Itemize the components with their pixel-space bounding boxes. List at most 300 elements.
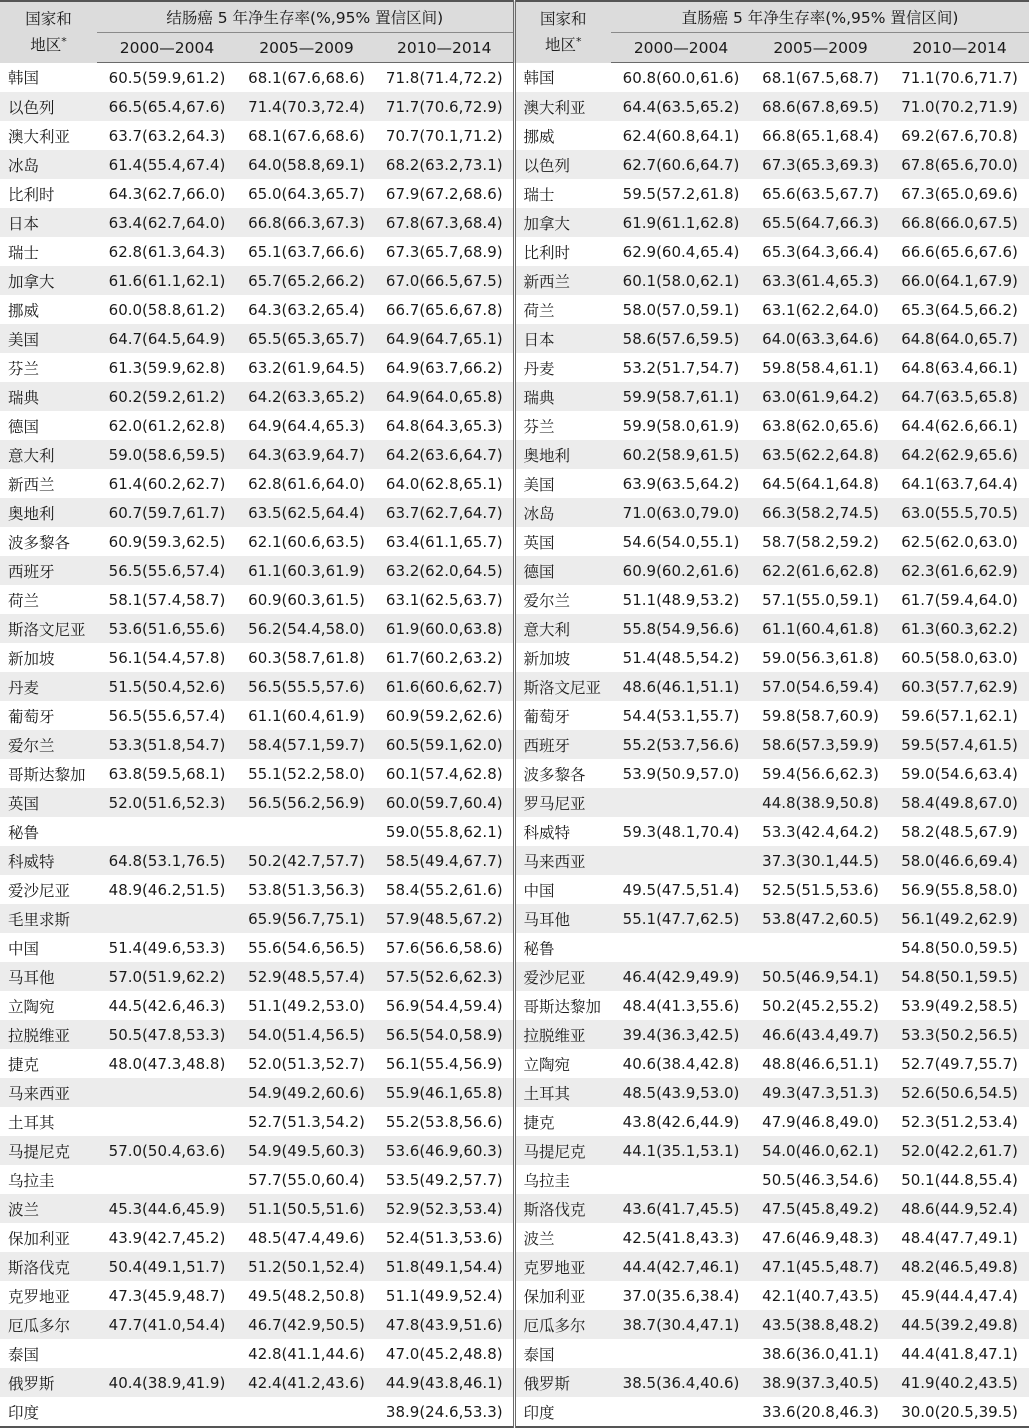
table-row <box>0 353 1029 382</box>
rectal-survival-value: 59.6(57.1,62.1) <box>890 701 1029 730</box>
rectal-region-name: 英国 <box>514 527 611 556</box>
region-header-line1: 国家和 <box>540 10 587 29</box>
table-row <box>0 1368 1029 1397</box>
colon-survival-value: 61.7(60.2,63.2) <box>376 643 514 672</box>
rectal-survival-value: 49.5(47.5,51.4) <box>611 875 751 904</box>
colon-survival-value: 61.1(60.3,61.9) <box>237 556 376 585</box>
rectal-survival-value: 47.1(45.5,48.7) <box>751 1252 890 1281</box>
colon-survival-value: 64.0(58.8,69.1) <box>237 150 376 179</box>
colon-survival-value <box>97 904 237 933</box>
table-row <box>0 730 1029 759</box>
colon-survival-value: 54.0(51.4,56.5) <box>237 1020 376 1049</box>
rectal-survival-value: 55.8(54.9,56.6) <box>611 614 751 643</box>
colon-survival-value: 65.5(65.3,65.7) <box>237 324 376 353</box>
rectal-survival-value: 41.9(40.2,43.5) <box>890 1368 1029 1397</box>
colon-survival-value: 71.8(71.4,72.2) <box>376 63 514 93</box>
colon-survival-value: 55.6(54.6,56.5) <box>237 933 376 962</box>
colon-survival-value: 63.7(62.7,64.7) <box>376 498 514 527</box>
colon-region-name: 德国 <box>0 411 97 440</box>
rectal-survival-value: 55.1(47.7,62.5) <box>611 904 751 933</box>
colon-region-name: 美国 <box>0 324 97 353</box>
colon-region-name: 西班牙 <box>0 556 97 585</box>
colon-survival-value: 56.5(55.6,57.4) <box>97 556 237 585</box>
rectal-survival-value: 38.7(30.4,47.1) <box>611 1310 751 1339</box>
rectal-period-header: 2005—2009 <box>751 33 890 63</box>
rectal-survival-value: 62.2(61.6,62.8) <box>751 556 890 585</box>
rectal-survival-value: 51.1(48.9,53.2) <box>611 585 751 614</box>
table-row <box>0 295 1029 324</box>
colon-survival-value: 65.9(56.7,75.1) <box>237 904 376 933</box>
rectal-region-name: 哥斯达黎加 <box>514 991 611 1020</box>
rectal-region-name: 日本 <box>514 324 611 353</box>
colon-survival-value: 71.4(70.3,72.4) <box>237 92 376 121</box>
rectal-survival-value <box>611 788 751 817</box>
rectal-survival-value: 67.3(65.3,69.3) <box>751 150 890 179</box>
rectal-survival-value: 65.6(63.5,67.7) <box>751 179 890 208</box>
colon-survival-value: 47.7(41.0,54.4) <box>97 1310 237 1339</box>
region-header-line1: 国家和 <box>25 10 72 29</box>
table-row <box>0 266 1029 295</box>
rectal-region-header <box>514 1 611 63</box>
rectal-survival-value: 65.3(64.5,66.2) <box>890 295 1029 324</box>
rectal-survival-value: 48.6(46.1,51.1) <box>611 672 751 701</box>
rectal-survival-value: 43.5(38.8,48.2) <box>751 1310 890 1339</box>
table-row <box>0 1223 1029 1252</box>
colon-region-name: 克罗地亚 <box>0 1281 97 1310</box>
rectal-survival-value: 57.0(54.6,59.4) <box>751 672 890 701</box>
colon-region-name: 瑞典 <box>0 382 97 411</box>
table-row <box>0 440 1029 469</box>
rectal-region-name: 拉脱维亚 <box>514 1020 611 1049</box>
table-row <box>0 1107 1029 1136</box>
rectal-region-name: 德国 <box>514 556 611 585</box>
colon-survival-value <box>97 1397 237 1427</box>
table-row <box>0 701 1029 730</box>
colon-survival-value: 60.9(59.2,62.6) <box>376 701 514 730</box>
colon-survival-value: 56.1(54.4,57.8) <box>97 643 237 672</box>
colon-survival-value: 40.4(38.9,41.9) <box>97 1368 237 1397</box>
colon-survival-value: 71.7(70.6,72.9) <box>376 92 514 121</box>
colon-survival-value: 56.9(54.4,59.4) <box>376 991 514 1020</box>
colon-survival-value: 63.1(62.5,63.7) <box>376 585 514 614</box>
colon-survival-value: 68.1(67.6,68.6) <box>237 63 376 93</box>
table-row <box>0 1049 1029 1078</box>
rectal-survival-value: 58.6(57.6,59.5) <box>611 324 751 353</box>
colon-survival-value: 63.2(62.0,64.5) <box>376 556 514 585</box>
colon-survival-value: 42.8(41.1,44.6) <box>237 1339 376 1368</box>
rectal-survival-value: 58.2(48.5,67.9) <box>890 817 1029 846</box>
table-row <box>0 1078 1029 1107</box>
colon-region-name: 英国 <box>0 788 97 817</box>
rectal-survival-value: 48.5(43.9,53.0) <box>611 1078 751 1107</box>
colon-region-name: 加拿大 <box>0 266 97 295</box>
colon-region-name: 哥斯达黎加 <box>0 759 97 788</box>
table-row <box>0 788 1029 817</box>
colon-survival-value <box>237 1397 376 1427</box>
colon-survival-value: 60.9(59.3,62.5) <box>97 527 237 556</box>
colon-region-name: 泰国 <box>0 1339 97 1368</box>
rectal-survival-value: 33.6(20.8,46.3) <box>751 1397 890 1427</box>
rectal-survival-value: 44.1(35.1,53.1) <box>611 1136 751 1165</box>
rectal-survival-value: 59.4(56.6,62.3) <box>751 759 890 788</box>
rectal-survival-value: 62.9(60.4,65.4) <box>611 237 751 266</box>
table-row <box>0 1252 1029 1281</box>
rectal-survival-value: 53.8(47.2,60.5) <box>751 904 890 933</box>
rectal-survival-value <box>611 846 751 875</box>
colon-region-name: 马耳他 <box>0 962 97 991</box>
colon-survival-value: 63.8(59.5,68.1) <box>97 759 237 788</box>
rectal-region-name: 葡萄牙 <box>514 701 611 730</box>
rectal-survival-value: 47.5(45.8,49.2) <box>751 1194 890 1223</box>
colon-survival-value <box>97 1165 237 1194</box>
table-row <box>0 1397 1029 1427</box>
colon-survival-value: 61.6(61.1,62.1) <box>97 266 237 295</box>
rectal-survival-value: 52.5(51.5,53.6) <box>751 875 890 904</box>
colon-survival-value: 57.5(52.6,62.3) <box>376 962 514 991</box>
rectal-survival-value: 37.3(30.1,44.5) <box>751 846 890 875</box>
colon-survival-value: 62.0(61.2,62.8) <box>97 411 237 440</box>
colon-survival-value: 55.2(53.8,56.6) <box>376 1107 514 1136</box>
table-row <box>0 208 1029 237</box>
rectal-region-name: 美国 <box>514 469 611 498</box>
colon-survival-value: 64.9(63.7,66.2) <box>376 353 514 382</box>
colon-survival-value: 46.7(42.9,50.5) <box>237 1310 376 1339</box>
table-row <box>0 672 1029 701</box>
colon-survival-value <box>97 1107 237 1136</box>
colon-region-name: 爱沙尼亚 <box>0 875 97 904</box>
rectal-region-name: 奥地利 <box>514 440 611 469</box>
rectal-survival-value: 50.5(46.9,54.1) <box>751 962 890 991</box>
rectal-region-name: 波兰 <box>514 1223 611 1252</box>
colon-survival-value: 57.7(55.0,60.4) <box>237 1165 376 1194</box>
colon-survival-value: 50.5(47.8,53.3) <box>97 1020 237 1049</box>
colon-survival-value: 51.4(49.6,53.3) <box>97 933 237 962</box>
rectal-survival-value: 62.3(61.6,62.9) <box>890 556 1029 585</box>
colon-region-name: 意大利 <box>0 440 97 469</box>
colon-survival-value: 60.3(58.7,61.8) <box>237 643 376 672</box>
colon-survival-value: 63.7(63.2,64.3) <box>97 121 237 150</box>
colon-survival-value: 59.0(55.8,62.1) <box>376 817 514 846</box>
colon-survival-value: 56.5(56.2,56.9) <box>237 788 376 817</box>
colon-region-name: 芬兰 <box>0 353 97 382</box>
colon-survival-value: 64.3(63.9,64.7) <box>237 440 376 469</box>
rectal-survival-value: 71.0(70.2,71.9) <box>890 92 1029 121</box>
colon-survival-value: 58.1(57.4,58.7) <box>97 585 237 614</box>
colon-region-name: 冰岛 <box>0 150 97 179</box>
colon-survival-value: 64.3(62.7,66.0) <box>97 179 237 208</box>
rectal-survival-value: 38.9(37.3,40.5) <box>751 1368 890 1397</box>
table-row <box>0 585 1029 614</box>
colon-region-name: 葡萄牙 <box>0 701 97 730</box>
rectal-survival-value: 44.4(42.7,46.1) <box>611 1252 751 1281</box>
rectal-survival-value: 60.9(60.2,61.6) <box>611 556 751 585</box>
rectal-survival-value: 48.4(41.3,55.6) <box>611 991 751 1020</box>
rectal-survival-value: 63.1(62.2,64.0) <box>751 295 890 324</box>
colon-region-name: 马来西亚 <box>0 1078 97 1107</box>
rectal-survival-value: 64.5(64.1,64.8) <box>751 469 890 498</box>
colon-survival-value: 61.1(60.4,61.9) <box>237 701 376 730</box>
rectal-survival-value: 61.7(59.4,64.0) <box>890 585 1029 614</box>
colon-survival-value: 53.6(51.6,55.6) <box>97 614 237 643</box>
colon-survival-value: 50.2(42.7,57.7) <box>237 846 376 875</box>
colon-survival-value: 60.2(59.2,61.2) <box>97 382 237 411</box>
rectal-survival-value: 64.4(63.5,65.2) <box>611 92 751 121</box>
rectal-survival-value: 48.4(47.7,49.1) <box>890 1223 1029 1252</box>
table-row <box>0 63 1029 93</box>
rectal-survival-value: 61.1(60.4,61.8) <box>751 614 890 643</box>
rectal-survival-value: 46.6(43.4,49.7) <box>751 1020 890 1049</box>
colon-region-name: 立陶宛 <box>0 991 97 1020</box>
colon-survival-value: 68.1(67.6,68.6) <box>237 121 376 150</box>
table-row <box>0 933 1029 962</box>
rectal-survival-value: 64.0(63.3,64.6) <box>751 324 890 353</box>
colon-survival-value: 49.5(48.2,50.8) <box>237 1281 376 1310</box>
table-row <box>0 1136 1029 1165</box>
rectal-survival-title: 直肠癌 5 年净生存率(%,95% 置信区间) <box>611 1 1029 33</box>
rectal-survival-value: 54.8(50.1,59.5) <box>890 962 1029 991</box>
colon-region-name: 波兰 <box>0 1194 97 1223</box>
rectal-survival-value <box>611 933 751 962</box>
colon-survival-value: 45.3(44.6,45.9) <box>97 1194 237 1223</box>
colon-survival-value: 56.5(54.0,58.9) <box>376 1020 514 1049</box>
table-row <box>0 179 1029 208</box>
rectal-period-header: 2000—2004 <box>611 33 751 63</box>
colon-survival-value: 59.0(58.6,59.5) <box>97 440 237 469</box>
rectal-region-name: 立陶宛 <box>514 1049 611 1078</box>
rectal-survival-value <box>611 1165 751 1194</box>
colon-survival-value: 52.9(52.3,53.4) <box>376 1194 514 1223</box>
colon-survival-value: 64.2(63.6,64.7) <box>376 440 514 469</box>
colon-survival-value: 48.0(47.3,48.8) <box>97 1049 237 1078</box>
colon-survival-value: 48.5(47.4,49.6) <box>237 1223 376 1252</box>
colon-period-header: 2010—2014 <box>376 33 514 63</box>
colon-survival-value: 56.1(55.4,56.9) <box>376 1049 514 1078</box>
rectal-survival-value: 30.0(20.5,39.5) <box>890 1397 1029 1427</box>
colon-region-name: 日本 <box>0 208 97 237</box>
rectal-survival-value: 53.9(49.2,58.5) <box>890 991 1029 1020</box>
rectal-survival-value: 61.9(61.1,62.8) <box>611 208 751 237</box>
colon-survival-value: 54.9(49.2,60.6) <box>237 1078 376 1107</box>
colon-region-name: 马提尼克 <box>0 1136 97 1165</box>
rectal-survival-value: 44.5(39.2,49.8) <box>890 1310 1029 1339</box>
colon-region-name: 新西兰 <box>0 469 97 498</box>
colon-survival-value <box>97 1339 237 1368</box>
rectal-survival-value: 43.6(41.7,45.5) <box>611 1194 751 1223</box>
rectal-survival-value: 40.6(38.4,42.8) <box>611 1049 751 1078</box>
rectal-survival-value: 65.3(64.3,66.4) <box>751 237 890 266</box>
rectal-survival-value: 53.3(50.2,56.5) <box>890 1020 1029 1049</box>
rectal-survival-value: 46.4(42.9,49.9) <box>611 962 751 991</box>
rectal-survival-value: 62.7(60.6,64.7) <box>611 150 751 179</box>
colon-region-name: 俄罗斯 <box>0 1368 97 1397</box>
rectal-region-name: 冰岛 <box>514 498 611 527</box>
colon-region-name: 捷克 <box>0 1049 97 1078</box>
colon-survival-value: 64.7(64.5,64.9) <box>97 324 237 353</box>
rectal-survival-value: 71.1(70.6,71.7) <box>890 63 1029 93</box>
rectal-survival-value: 63.5(62.2,64.8) <box>751 440 890 469</box>
table-row <box>0 237 1029 266</box>
table-row <box>0 875 1029 904</box>
colon-survival-value: 51.8(49.1,54.4) <box>376 1252 514 1281</box>
rectal-survival-value: 64.2(62.9,65.6) <box>890 440 1029 469</box>
rectal-region-name: 瑞典 <box>514 382 611 411</box>
rectal-region-name: 俄罗斯 <box>514 1368 611 1397</box>
rectal-survival-value: 49.3(47.3,51.3) <box>751 1078 890 1107</box>
colon-survival-value: 44.5(42.6,46.3) <box>97 991 237 1020</box>
rectal-survival-value: 66.3(58.2,74.5) <box>751 498 890 527</box>
rectal-survival-value: 59.8(58.4,61.1) <box>751 353 890 382</box>
colon-survival-value: 63.5(62.5,64.4) <box>237 498 376 527</box>
rectal-region-name: 比利时 <box>514 237 611 266</box>
colon-survival-value: 67.9(67.2,68.6) <box>376 179 514 208</box>
colon-region-name: 秘鲁 <box>0 817 97 846</box>
rectal-survival-value: 54.6(54.0,55.1) <box>611 527 751 556</box>
colon-survival-value: 52.0(51.3,52.7) <box>237 1049 376 1078</box>
colon-survival-value: 52.0(51.6,52.3) <box>97 788 237 817</box>
table-row <box>0 1165 1029 1194</box>
rectal-region-name: 土耳其 <box>514 1078 611 1107</box>
colon-survival-value: 64.8(53.1,76.5) <box>97 846 237 875</box>
colon-survival-value: 56.2(54.4,58.0) <box>237 614 376 643</box>
rectal-survival-value: 38.6(36.0,41.1) <box>751 1339 890 1368</box>
colon-survival-value: 66.8(66.3,67.3) <box>237 208 376 237</box>
colon-region-name: 瑞士 <box>0 237 97 266</box>
rectal-survival-value: 50.1(44.8,55.4) <box>890 1165 1029 1194</box>
colon-survival-value: 64.0(62.8,65.1) <box>376 469 514 498</box>
table-row <box>0 411 1029 440</box>
rectal-survival-value: 59.0(54.6,63.4) <box>890 759 1029 788</box>
colon-survival-value: 62.1(60.6,63.5) <box>237 527 376 556</box>
rectal-survival-value: 60.8(60.0,61.6) <box>611 63 751 93</box>
rectal-survival-value: 59.8(58.7,60.9) <box>751 701 890 730</box>
rectal-region-name: 波多黎各 <box>514 759 611 788</box>
table-body <box>0 63 1029 1428</box>
colon-survival-value: 58.4(57.1,59.7) <box>237 730 376 759</box>
rectal-survival-value: 60.2(58.9,61.5) <box>611 440 751 469</box>
colon-region-name: 斯洛文尼亚 <box>0 614 97 643</box>
colon-survival-value: 63.2(61.9,64.5) <box>237 353 376 382</box>
rectal-survival-value: 51.4(48.5,54.2) <box>611 643 751 672</box>
colon-survival-value: 52.4(51.3,53.6) <box>376 1223 514 1252</box>
rectal-survival-value: 47.6(46.9,48.3) <box>751 1223 890 1252</box>
colon-region-name: 澳大利亚 <box>0 121 97 150</box>
rectal-region-name: 西班牙 <box>514 730 611 759</box>
colon-region-name: 爱尔兰 <box>0 730 97 759</box>
region-header-mark: * <box>576 35 582 49</box>
colon-survival-value: 60.0(59.7,60.4) <box>376 788 514 817</box>
colon-survival-value: 52.9(48.5,57.4) <box>237 962 376 991</box>
colon-region-name: 拉脱维亚 <box>0 1020 97 1049</box>
region-header-mark: * <box>61 35 67 49</box>
rectal-survival-value: 67.8(65.6,70.0) <box>890 150 1029 179</box>
rectal-region-name: 加拿大 <box>514 208 611 237</box>
colon-survival-value: 58.5(49.4,67.7) <box>376 846 514 875</box>
rectal-survival-value: 56.9(55.8,58.0) <box>890 875 1029 904</box>
rectal-region-name: 马来西亚 <box>514 846 611 875</box>
rectal-survival-value <box>611 1397 751 1427</box>
rectal-survival-value: 54.0(46.0,62.1) <box>751 1136 890 1165</box>
colon-survival-value: 57.9(48.5,67.2) <box>376 904 514 933</box>
rectal-region-name: 秘鲁 <box>514 933 611 962</box>
table-row <box>0 1020 1029 1049</box>
colon-survival-value: 43.9(42.7,45.2) <box>97 1223 237 1252</box>
rectal-survival-value: 63.8(62.0,65.6) <box>751 411 890 440</box>
rectal-survival-value: 48.8(46.6,51.1) <box>751 1049 890 1078</box>
colon-survival-value: 60.5(59.1,62.0) <box>376 730 514 759</box>
colon-survival-value: 65.0(64.3,65.7) <box>237 179 376 208</box>
colon-region-name: 毛里求斯 <box>0 904 97 933</box>
colon-survival-value: 70.7(70.1,71.2) <box>376 121 514 150</box>
rectal-survival-value: 52.6(50.6,54.5) <box>890 1078 1029 1107</box>
table-row <box>0 1310 1029 1339</box>
colon-survival-value: 38.9(24.6,53.3) <box>376 1397 514 1427</box>
rectal-survival-value: 44.8(38.9,50.8) <box>751 788 890 817</box>
rectal-survival-value: 66.8(65.1,68.4) <box>751 121 890 150</box>
colon-survival-value: 67.8(67.3,68.4) <box>376 208 514 237</box>
colon-survival-value: 66.5(65.4,67.6) <box>97 92 237 121</box>
rectal-region-name: 瑞士 <box>514 179 611 208</box>
colon-survival-value: 53.3(51.8,54.7) <box>97 730 237 759</box>
colon-survival-value: 57.0(51.9,62.2) <box>97 962 237 991</box>
region-header-line2: 地区 <box>30 36 62 55</box>
colon-survival-value: 65.1(63.7,66.6) <box>237 237 376 266</box>
rectal-survival-value: 64.8(64.0,65.7) <box>890 324 1029 353</box>
colon-survival-value: 64.2(63.3,65.2) <box>237 382 376 411</box>
rectal-survival-value: 71.0(63.0,79.0) <box>611 498 751 527</box>
colon-survival-value: 55.9(46.1,65.8) <box>376 1078 514 1107</box>
rectal-region-name: 韩国 <box>514 63 611 93</box>
colon-survival-value: 47.0(45.2,48.8) <box>376 1339 514 1368</box>
rectal-survival-value: 44.4(41.8,47.1) <box>890 1339 1029 1368</box>
rectal-region-name: 克罗地亚 <box>514 1252 611 1281</box>
rectal-region-name: 斯洛伐克 <box>514 1194 611 1223</box>
rectal-region-name: 爱沙尼亚 <box>514 962 611 991</box>
rectal-survival-value: 61.3(60.3,62.2) <box>890 614 1029 643</box>
rectal-survival-value: 68.6(67.8,69.5) <box>751 92 890 121</box>
colon-survival-value: 60.7(59.7,61.7) <box>97 498 237 527</box>
colon-survival-value: 61.9(60.0,63.8) <box>376 614 514 643</box>
rectal-survival-value: 58.4(49.8,67.0) <box>890 788 1029 817</box>
colon-survival-value: 68.2(63.2,73.1) <box>376 150 514 179</box>
rectal-survival-value: 50.2(45.2,55.2) <box>751 991 890 1020</box>
rectal-survival-value <box>751 933 890 962</box>
rectal-survival-value: 64.8(63.4,66.1) <box>890 353 1029 382</box>
colon-region-header <box>0 1 97 63</box>
table-row <box>0 121 1029 150</box>
rectal-survival-value: 43.8(42.6,44.9) <box>611 1107 751 1136</box>
colon-survival-value: 61.3(59.9,62.8) <box>97 353 237 382</box>
colon-survival-value: 51.5(50.4,52.6) <box>97 672 237 701</box>
rectal-region-name: 泰国 <box>514 1339 611 1368</box>
rectal-region-name: 中国 <box>514 875 611 904</box>
colon-region-name: 厄瓜多尔 <box>0 1310 97 1339</box>
colon-survival-value: 51.1(49.2,53.0) <box>237 991 376 1020</box>
colon-region-name: 科威特 <box>0 846 97 875</box>
rectal-survival-value: 42.5(41.8,43.3) <box>611 1223 751 1252</box>
rectal-region-name: 新西兰 <box>514 266 611 295</box>
rectal-region-name: 科威特 <box>514 817 611 846</box>
rectal-survival-value: 60.3(57.7,62.9) <box>890 672 1029 701</box>
colon-survival-value: 56.5(55.6,57.4) <box>97 701 237 730</box>
rectal-region-name: 罗马尼亚 <box>514 788 611 817</box>
rectal-region-name: 印度 <box>514 1397 611 1427</box>
rectal-survival-value: 60.5(58.0,63.0) <box>890 643 1029 672</box>
table-row <box>0 556 1029 585</box>
table-row <box>0 1194 1029 1223</box>
colon-survival-value: 60.9(60.3,61.5) <box>237 585 376 614</box>
rectal-survival-value: 64.1(63.7,64.4) <box>890 469 1029 498</box>
rectal-region-name: 挪威 <box>514 121 611 150</box>
